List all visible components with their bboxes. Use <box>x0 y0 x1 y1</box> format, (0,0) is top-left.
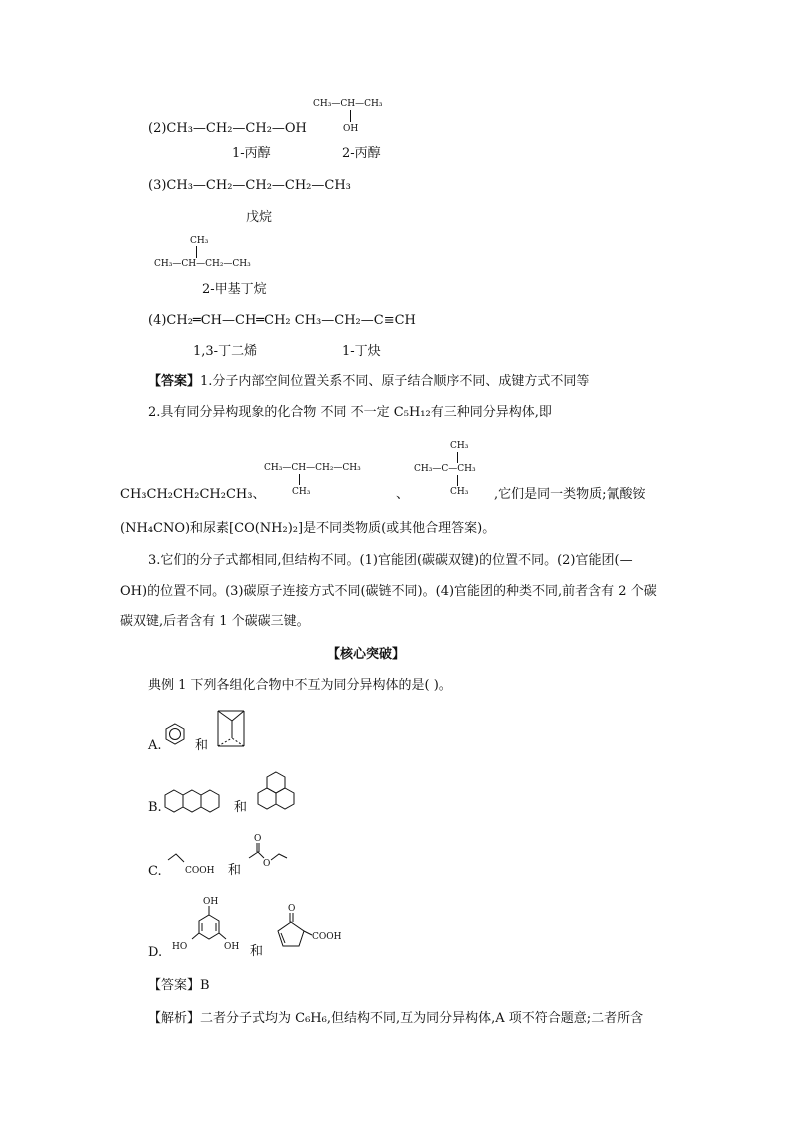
bond-line <box>457 475 458 486</box>
answer-3-line-1: 3.它们的分子式都相同,但结构不同。(1)官能团(碳碳双键)的位置不同。(2)官能团(— <box>148 553 633 568</box>
oh-right: OH <box>224 942 240 952</box>
answer-1 <box>148 374 589 390</box>
carbonyl-o: O <box>254 834 262 844</box>
tricyclic-fused-structure <box>252 770 302 818</box>
example-question: 典例 1 下列各组化合物中不互为同分异构体的是( )。 <box>148 678 452 693</box>
answer-3-line-2: OH)的位置不同。(3)碳原子连接方式不同(碳链不同)。(4)官能团的种类不同,前者含有 2 个碳 <box>120 584 657 599</box>
option-c-label: C. <box>148 864 162 879</box>
q4-name-2: 1-丁炔 <box>342 344 381 359</box>
and-b: 和 <box>234 800 248 815</box>
neopentane-bottom: CH₃ <box>450 487 469 497</box>
answer-label: 【答案】 <box>148 374 201 389</box>
bond-line <box>299 474 300 485</box>
q4-name-1: 1,3-丁二烯 <box>193 344 258 359</box>
analysis-text: 二者分子式均为 C₆H₆,但结构不同,互为同分异构体,A 项不符合题意;二者所含 <box>200 1011 644 1026</box>
q3-line: (3)CH₃—CH₂—CH₂—CH₂—CH₃ <box>148 178 351 193</box>
answer-line: 【答案】B <box>148 978 210 993</box>
oh-top: OH <box>203 897 219 907</box>
bond-line <box>350 110 351 122</box>
analysis <box>148 1011 643 1027</box>
bond-line <box>196 246 197 258</box>
answer-2-line-1: 2.具有同分异构现象的化合物 不同 不一定 C₅H₁₂有三种同分异构体,即 <box>148 405 552 420</box>
q2-name-1: 1-丙醇 <box>232 146 271 161</box>
neopentane-top: CH₃ <box>450 441 469 451</box>
propanoic-acid-structure <box>166 848 226 878</box>
answer-2-tail: ,它们是同一类物质;氰酸铵 <box>494 487 646 502</box>
q2-line: (2)CH₃—CH₂—CH₂—OH <box>148 121 307 136</box>
answer-1-text: 1.分子内部空间位置关系不同、原子结合顺序不同、成键方式不同等 <box>200 374 590 389</box>
q2-name-2: 2-丙醇 <box>342 146 381 161</box>
cyclopentenone-acid-structure <box>268 900 348 958</box>
ho-left: HO <box>172 942 188 952</box>
q3-name-2: 2-甲基丁烷 <box>202 282 267 297</box>
prismane-structure <box>214 708 250 752</box>
isopropanol-oh: OH <box>343 124 359 134</box>
option-b-label: B. <box>148 800 162 815</box>
section-heading: 【核心突破】 <box>327 647 406 662</box>
ketone-o: O <box>288 904 296 914</box>
separator: 、 <box>396 487 410 502</box>
analysis-label: 【解析】 <box>148 1011 201 1026</box>
phloroglucinol-structure <box>168 893 248 959</box>
cooh-d: COOH <box>312 932 342 942</box>
q3-name-1: 戊烷 <box>246 210 273 225</box>
n-pentane: CH₃CH₂CH₂CH₂CH₃、 <box>120 487 266 502</box>
answer-3-line-3: 碳双键,后者含有 1 个碳碳三键。 <box>120 614 310 629</box>
methyl-acetate-structure <box>247 832 295 878</box>
and-c: 和 <box>228 863 242 878</box>
isopentane-formula-main: CH₃—CH—CH₂—CH₃ <box>264 463 361 473</box>
isopentane-main: CH₃—CH—CH₂—CH₃ <box>154 259 251 269</box>
ester-o: O <box>263 859 271 869</box>
isopentane-formula-ch3: CH₃ <box>292 487 311 497</box>
option-d-label: D. <box>148 945 163 960</box>
isopentane-branch: CH₃ <box>190 236 209 246</box>
answer-2-line-3: (NH₄CNO)和尿素[CO(NH₂)₂]是不同类物质(或其他合理答案)。 <box>120 521 496 536</box>
tricyclic-linear-structure <box>163 787 231 817</box>
neopentane-main: CH₃—C—CH₃ <box>414 464 476 474</box>
bond-line <box>457 452 458 463</box>
benzene-structure <box>163 722 187 746</box>
and-d: 和 <box>250 944 264 959</box>
and-a: 和 <box>195 738 209 753</box>
option-a-label: A. <box>148 738 162 753</box>
q4-line: (4)CH₂═CH—CH═CH₂ CH₃—CH₂—C≡CH <box>148 313 416 328</box>
cooh-label: COOH <box>185 866 215 876</box>
isopropanol-main-chain: CH₃—CH—CH₃ <box>313 99 383 109</box>
